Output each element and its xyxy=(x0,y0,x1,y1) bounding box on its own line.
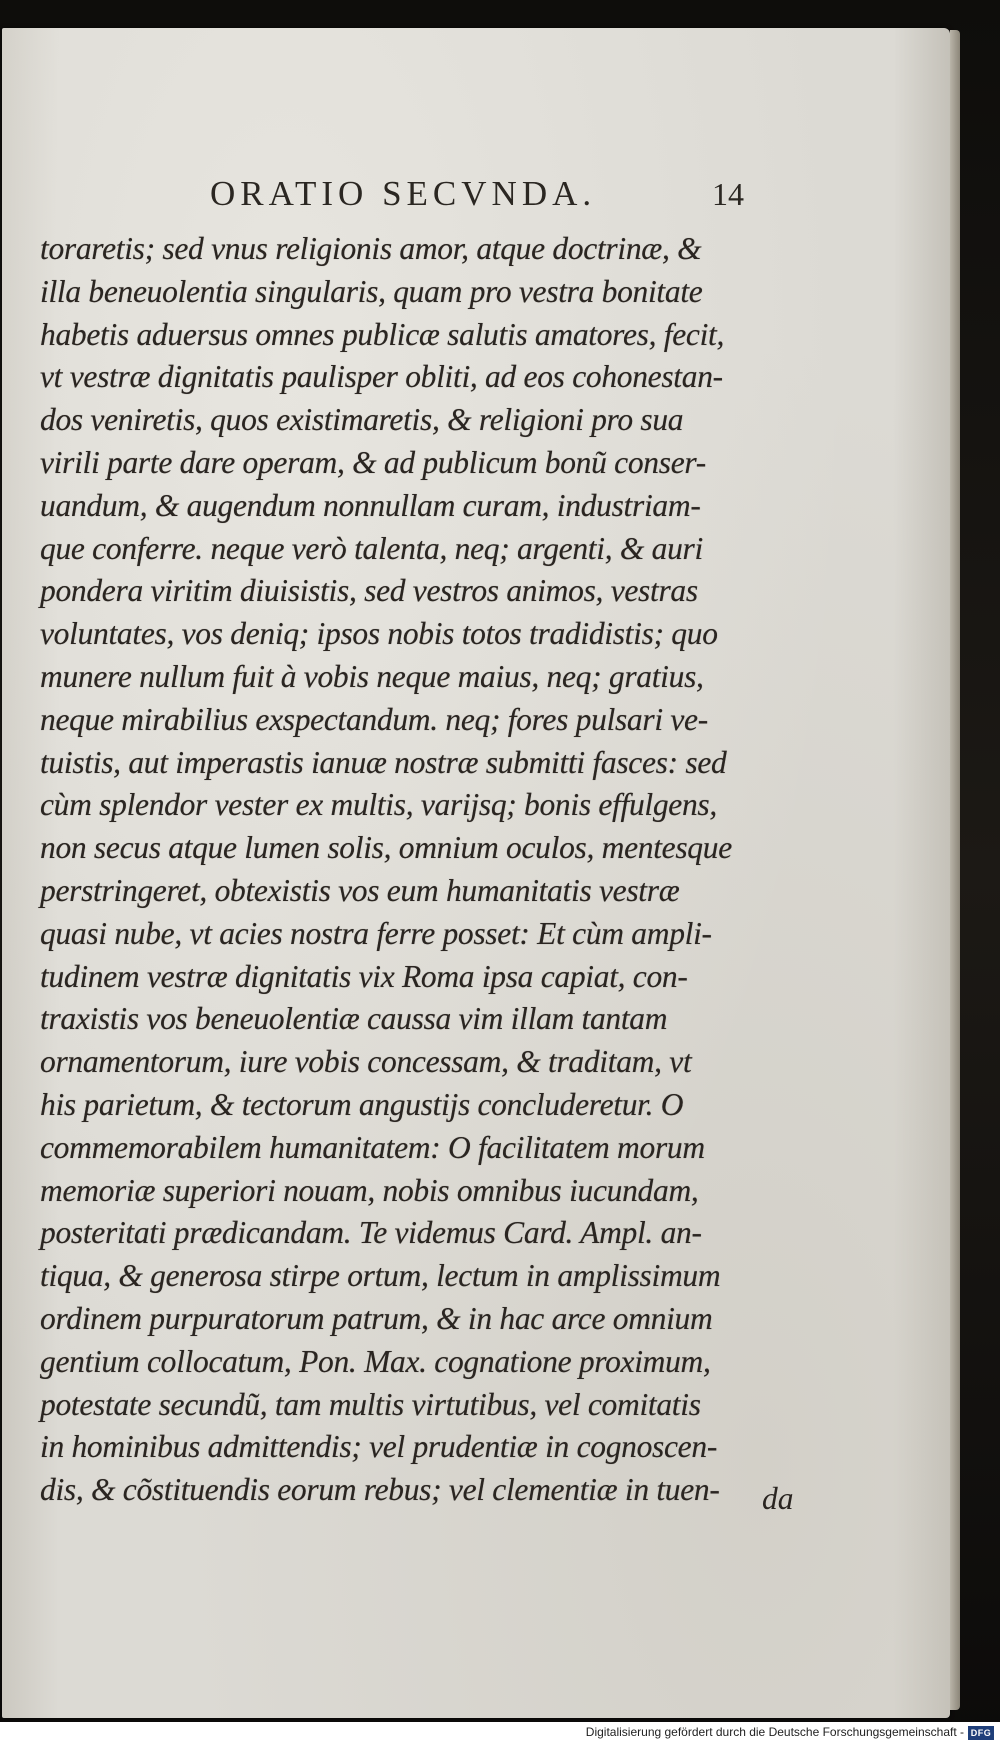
catchword: da xyxy=(762,1481,794,1516)
text-line: quasi nube, vt acies nostra ferre posset: Et cùm ampli- xyxy=(40,915,712,951)
text-line: posteritati prædicandam. Te videmus Card. Ampl. an- xyxy=(40,1215,702,1251)
text-line: voluntates, vos deniq; ipsos nobis totos tradidistis; quo xyxy=(40,616,718,652)
text-line: dos veniretis, quos existimaretis, & religioni pro sua xyxy=(40,402,684,438)
text-line: tuistis, aut imperastis ianuæ nostræ submitti fasces: sed xyxy=(40,744,727,780)
text-line: in hominibus admittendis; vel prudentiæ in cognoscen- xyxy=(40,1429,718,1465)
text-line: uandum, & augendum nonnullam curam, industriam- xyxy=(40,487,701,523)
text-line: potestate secundũ, tam multis virtutibus, vel comitatis xyxy=(40,1386,701,1422)
running-head: ORATIO SECVNDA. xyxy=(210,174,597,213)
page-edge xyxy=(950,30,960,1710)
text-line: traxistis vos beneuolentiæ caussa vim illam tantam xyxy=(40,1001,668,1037)
text-line: tudinem vestræ dignitatis vix Roma ipsa capiat, con- xyxy=(40,958,688,994)
page-header xyxy=(62,174,902,224)
book-page xyxy=(2,28,950,1718)
body-text xyxy=(40,228,820,1512)
text-line: illa beneuolentia singularis, quam pro vestra bonitate xyxy=(40,273,703,309)
text-line: dis, & cõstituendis eorum rebus; vel clementiæ in tuen- xyxy=(40,1472,720,1508)
text-line: pondera viritim diuisistis, sed vestros animos, vestras xyxy=(40,573,698,609)
text-line: toraretis; sed vnus religionis amor, atque doctrinæ, & xyxy=(40,231,702,266)
text-line: tiqua, & generosa stirpe ortum, lectum in amplissimum xyxy=(40,1258,721,1294)
text-line: habetis aduersus omnes publicæ salutis amatores, fecit, xyxy=(40,316,725,352)
text-line: ornamentorum, iure vobis concessam, & traditam, vt xyxy=(40,1044,692,1080)
text-line: cùm splendor vester ex multis, varijsq; bonis effulgens, xyxy=(40,787,717,823)
text-line: que conferre. neque verò talenta, neq; argenti, & auri xyxy=(40,530,703,566)
text-line: neque mirabilius exspectandum. neq; fores pulsari ve- xyxy=(40,701,708,737)
footer-bar xyxy=(0,1722,1000,1745)
text-line: gentium collocatum, Pon. Max. cognatione proximum, xyxy=(40,1343,711,1379)
text-line: munere nullum fuit à vobis neque maius, neq; gratius, xyxy=(40,658,704,694)
text-line: his parietum, & tectorum angustijs concluderetur. O xyxy=(40,1086,684,1122)
text-line: memoriæ superiori nouam, nobis omnibus iucundam, xyxy=(40,1172,699,1208)
funding-credit: Digitalisierung gefördert durch die Deutsche Forschungsgemeinschaft - xyxy=(585,1725,964,1739)
text-line: ordinem purpuratorum patrum, & in hac arce omnium xyxy=(40,1300,713,1336)
text-line: commemorabilem humanitatem: O facilitatem morum xyxy=(40,1129,705,1165)
text-line: non secus atque lumen solis, omnium oculos, mentesque xyxy=(40,830,732,866)
dfg-logo: DFG xyxy=(968,1726,994,1740)
text-line: perstringeret, obtexistis vos eum humanitatis vestræ xyxy=(40,872,680,908)
page-number: 14 xyxy=(712,176,744,212)
text-line: virili parte dare operam, & ad publicum bonũ conser- xyxy=(40,444,706,480)
text-line: vt vestræ dignitatis paulisper obliti, ad eos cohonestan- xyxy=(40,359,723,395)
